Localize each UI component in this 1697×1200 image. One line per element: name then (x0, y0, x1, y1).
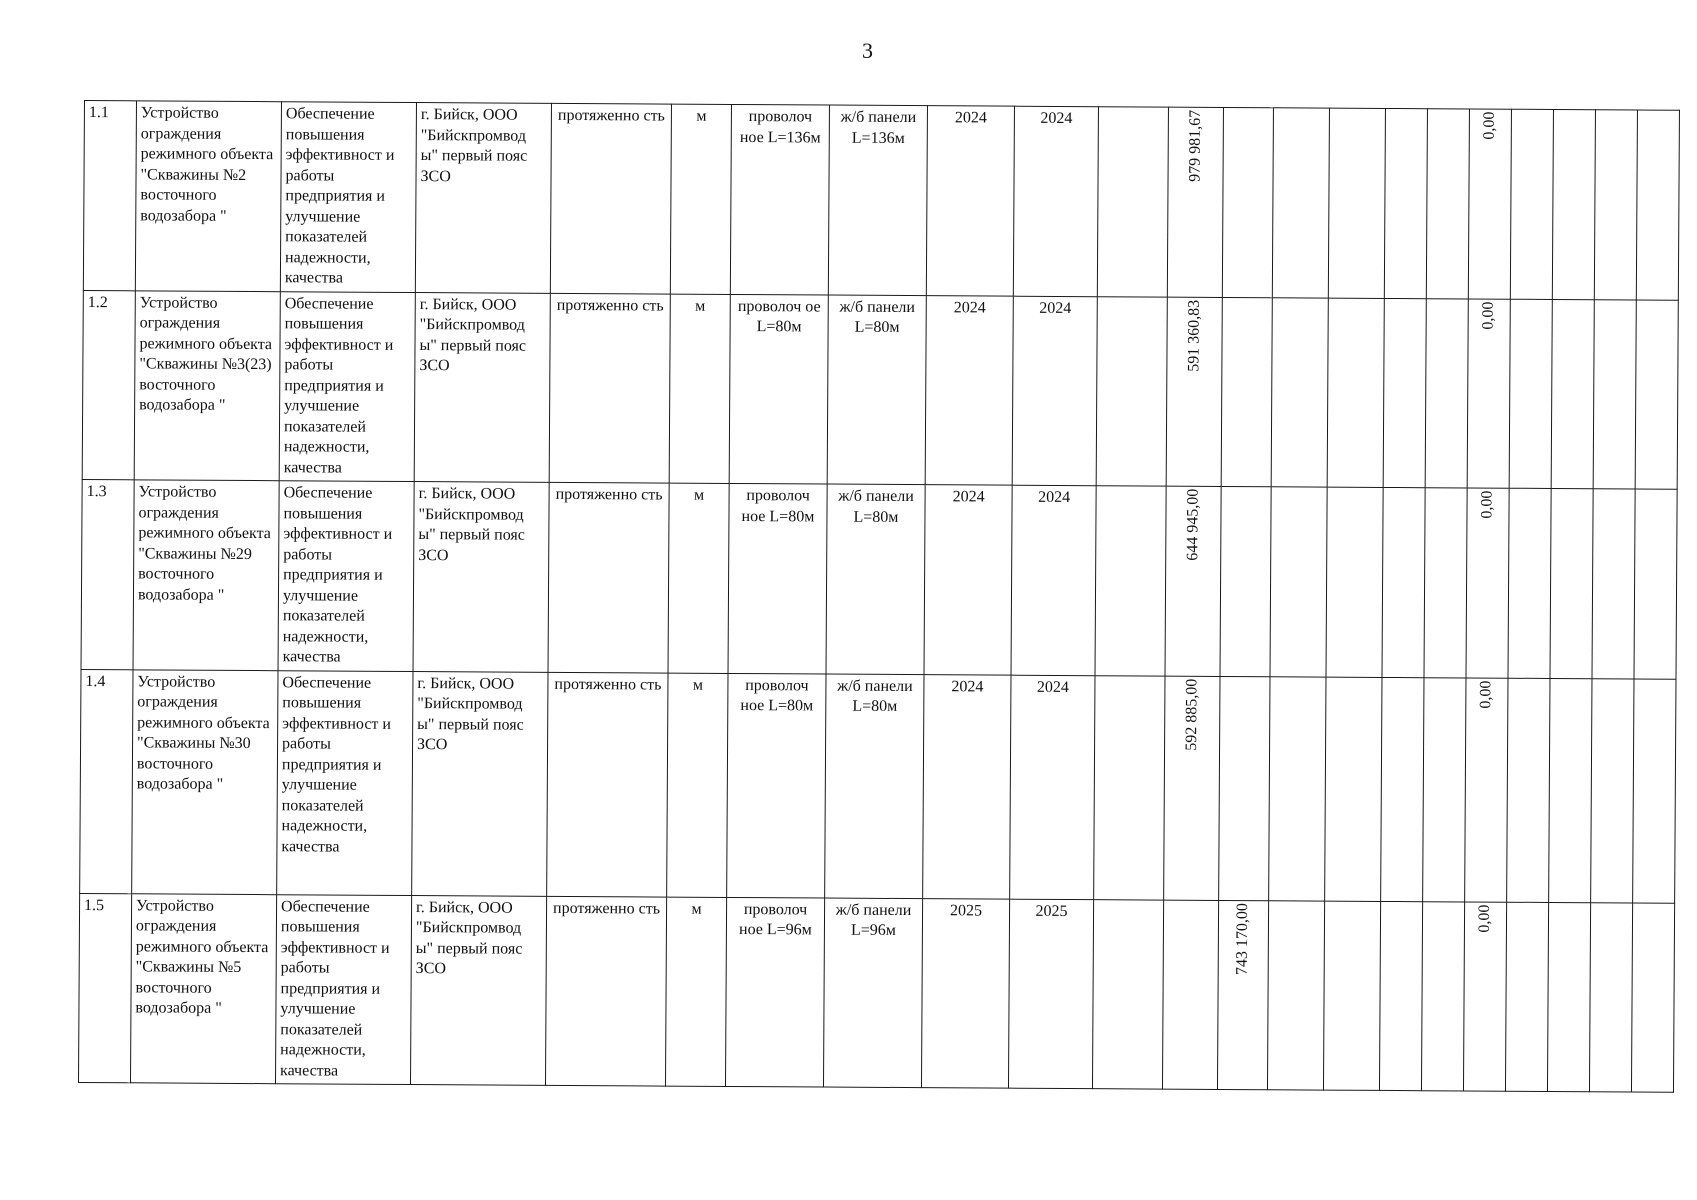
value-after: ж/б панели L=96м (823, 898, 922, 1088)
empty-cell (1510, 109, 1553, 299)
value-before: проволоч ное L=80м (728, 483, 827, 673)
empty-cell (1425, 298, 1468, 488)
empty-cell (1593, 299, 1636, 489)
unit: м (670, 104, 731, 294)
empty-cell (1635, 299, 1678, 489)
empty-cell (1323, 901, 1380, 1091)
cost-2025: 743 170,00 (1233, 902, 1252, 975)
cost-2024: 592 885,00 (1182, 678, 1201, 751)
empty-cell (1505, 902, 1548, 1092)
object-name: Устройство ограждения режимного объекта "Скважины №5 восточного водозабора " (130, 893, 276, 1083)
empty-cell (1636, 110, 1679, 300)
empty-cell (1379, 901, 1422, 1091)
table-row (78, 893, 1674, 1092)
end-year: 2025 (1008, 899, 1093, 1089)
zero-value: 0,00 (1477, 680, 1495, 709)
empty-cell (1508, 488, 1551, 678)
cost-2024-cell (1165, 486, 1221, 676)
start-year: 2024 (926, 106, 1014, 296)
value-before: проволоч ное L=136м (730, 104, 829, 294)
cost-2025-cell (1221, 297, 1272, 487)
zero-cell (1467, 298, 1510, 488)
empty-cell (1550, 488, 1593, 678)
empty-cell (1097, 107, 1168, 297)
value-after: ж/б панели L=136м (828, 105, 927, 295)
end-year: 2024 (1011, 485, 1096, 675)
parameter: протяженно сть (550, 103, 671, 293)
empty-cell (1270, 487, 1327, 677)
empty-cell (1509, 299, 1552, 489)
value-after: ж/б панели L=80м (825, 674, 924, 899)
object-name: Устройство ограждения режимного объекта "Скважины №30 восточного водозабора " (132, 669, 278, 894)
row-number: 1.5 (78, 893, 131, 1083)
empty-cell (1326, 487, 1383, 677)
unit: м (665, 897, 726, 1087)
cost-2025-cell (1222, 107, 1273, 297)
table-row (80, 669, 1676, 903)
zero-value: 0,00 (1476, 904, 1494, 933)
parameter: протяженно сть (545, 896, 666, 1086)
empty-cell (1592, 489, 1635, 679)
value-after: ж/б панели L=80м (827, 295, 926, 485)
start-year: 2024 (923, 674, 1011, 899)
cost-2025-cell (1217, 900, 1268, 1090)
unit: м (667, 673, 728, 897)
zero-cell (1468, 109, 1511, 299)
empty-cell (1426, 109, 1469, 299)
end-year: 2024 (1012, 296, 1097, 486)
cost-2024: 979 981,67 (1186, 109, 1204, 182)
page-number: 3 (862, 38, 873, 63)
cost-2024-cell (1167, 107, 1223, 297)
purpose: Обеспечение повышения эффективност и работы предприятия и улучшение показателей надежности, качества (278, 481, 414, 671)
value-before: проволоч ое L=80м (729, 294, 828, 484)
cost-2024-cell (1164, 676, 1220, 900)
value-before: проволоч ное L=80м (727, 673, 826, 898)
empty-cell (1594, 110, 1637, 300)
empty-cell (1328, 108, 1385, 298)
zero-value: 0,00 (1481, 111, 1499, 140)
empty-cell (1271, 297, 1328, 487)
cost-2024-cell (1162, 900, 1218, 1090)
zero-value: 0,00 (1478, 490, 1496, 519)
table-row (81, 479, 1677, 678)
zero-cell (1466, 488, 1509, 678)
empty-cell (1591, 678, 1634, 902)
location: г. Бийск, ООО "Бийскпромвод ы" первый пояс ЗСО (414, 292, 550, 482)
empty-cell (1092, 899, 1163, 1089)
value-after: ж/б панели L=80м (826, 484, 925, 674)
end-year: 2024 (1013, 106, 1098, 296)
empty-cell (1325, 677, 1382, 901)
purpose: Обеспечение повышения эффективност и работы предприятия и улучшение показателей надежности, качества (275, 894, 411, 1084)
empty-cell (1589, 902, 1632, 1092)
object-name: Устройство ограждения режимного объекта "Скважины №29 восточного водозабора " (133, 480, 279, 670)
empty-cell (1327, 298, 1384, 488)
empty-cell (1095, 486, 1166, 676)
empty-cell (1547, 902, 1590, 1092)
empty-cell (1094, 675, 1165, 899)
row-number: 1.2 (82, 290, 135, 480)
empty-cell (1421, 901, 1464, 1091)
table-row (82, 290, 1678, 489)
cost-2025-cell (1220, 486, 1271, 676)
empty-cell (1383, 298, 1426, 488)
parameter: протяженно сть (549, 293, 670, 483)
row-number: 1.4 (80, 669, 133, 893)
empty-cell (1382, 487, 1425, 677)
cost-2025-cell (1219, 676, 1270, 900)
empty-cell (1423, 677, 1466, 901)
location: г. Бийск, ООО "Бийскпромвод ы" первый пояс ЗСО (415, 103, 551, 293)
cost-2024: 591 360,83 (1185, 299, 1203, 372)
purpose: Обеспечение повышения эффективност и работы предприятия и улучшение показателей надежности, качества (279, 291, 415, 481)
unit: м (668, 483, 729, 673)
start-year: 2025 (921, 898, 1009, 1088)
location: г. Бийск, ООО "Бийскпромвод ы" первый пояс ЗСО (410, 895, 546, 1085)
empty-cell (1551, 299, 1594, 489)
cost-2024: 644 945,00 (1183, 488, 1202, 561)
empty-cell (1634, 489, 1677, 679)
location: г. Бийск, ООО "Бийскпромвод ы" первый пояс ЗСО (412, 671, 548, 896)
end-year: 2024 (1010, 675, 1095, 900)
empty-cell (1507, 678, 1550, 902)
purpose: Обеспечение повышения эффективност и работы предприятия и улучшение показателей надежности, качества (280, 102, 416, 292)
empty-cell (1272, 108, 1329, 298)
empty-cell (1631, 902, 1674, 1092)
empty-cell (1549, 678, 1592, 902)
location: г. Бийск, ООО "Бийскпромвод ы" первый пояс ЗСО (413, 482, 549, 672)
zero-cell (1463, 901, 1506, 1091)
start-year: 2024 (925, 295, 1013, 485)
object-name: Устройство ограждения режимного объекта "Скважины №2 восточного водозабора " (135, 101, 281, 291)
row-number: 1.3 (81, 479, 134, 669)
investment-table (78, 100, 1680, 1093)
start-year: 2024 (924, 485, 1012, 675)
parameter: протяженно сть (547, 672, 668, 897)
object-name: Устройство ограждения режимного объекта "Скважины №3(23) восточного водозабора " (134, 290, 280, 480)
empty-cell (1384, 108, 1427, 298)
cost-2024-cell (1166, 297, 1222, 487)
empty-cell (1381, 677, 1424, 901)
empty-cell (1267, 900, 1324, 1090)
parameter: протяженно сть (548, 482, 669, 672)
table-row (83, 101, 1679, 300)
row-number: 1.1 (83, 101, 136, 291)
value-before: проволоч ное L=96м (725, 897, 824, 1087)
empty-cell (1552, 109, 1595, 299)
empty-cell (1424, 488, 1467, 678)
empty-cell (1633, 678, 1676, 902)
purpose: Обеспечение повышения эффективност и работы предприятия и улучшение показателей надежности, качества (277, 670, 413, 895)
unit: м (669, 294, 730, 484)
zero-value: 0,00 (1479, 301, 1498, 330)
empty-cell (1096, 296, 1167, 486)
zero-cell (1465, 677, 1508, 901)
empty-cell (1269, 676, 1326, 900)
